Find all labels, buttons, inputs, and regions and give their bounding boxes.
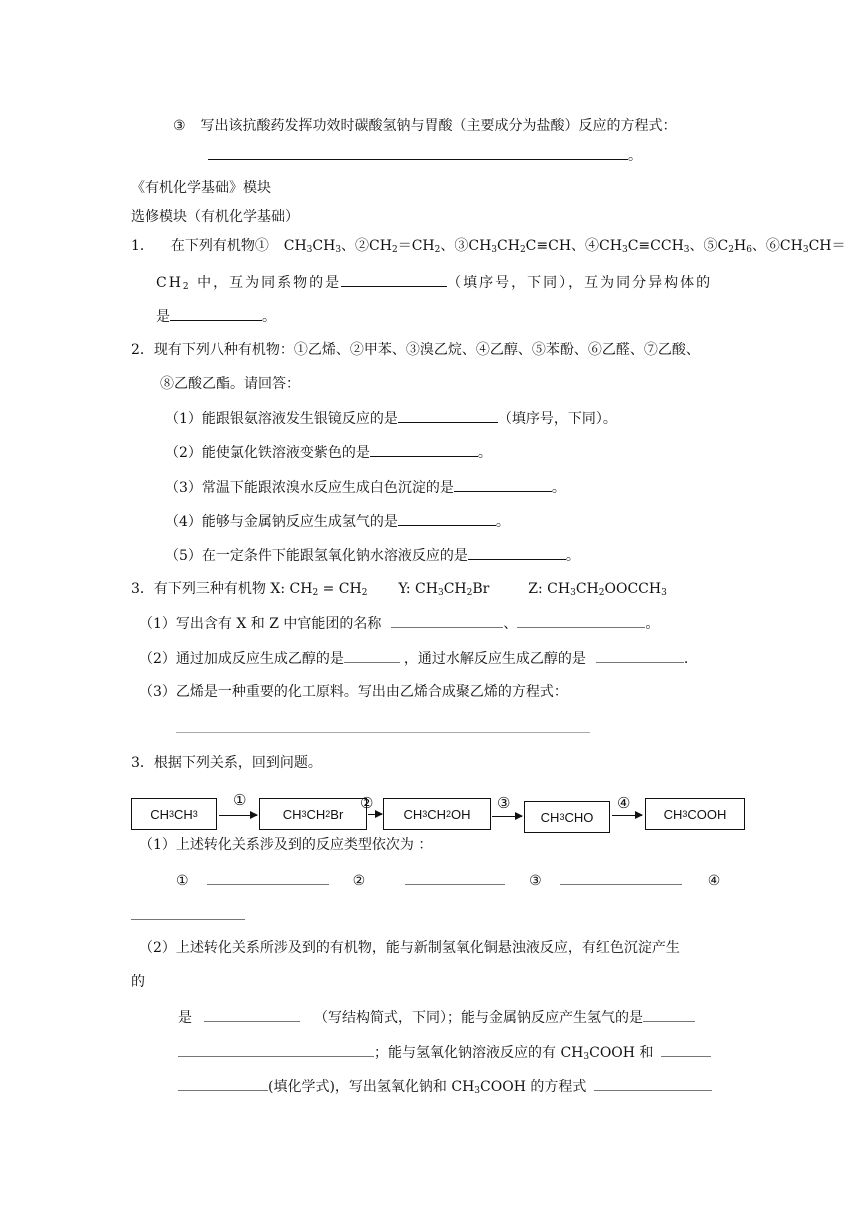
answer-blank-wrap[interactable] — [131, 919, 245, 920]
arrow-1 — [219, 815, 257, 816]
molecule-3: $③CH_3CH_2C\equiv CH$ — [454, 238, 572, 255]
item-number: ③ — [173, 118, 186, 134]
answer-blank[interactable] — [344, 648, 400, 663]
question-number: 3． — [131, 581, 154, 597]
arrow-4 — [612, 815, 642, 816]
q2-sub2: （2）能使氯化铁溶液变紫色的是 。 — [165, 442, 492, 463]
step-1-label: ① — [233, 791, 247, 809]
answer-blank[interactable] — [596, 648, 684, 663]
answer-blank[interactable] — [560, 870, 682, 885]
answer-blank[interactable] — [207, 870, 329, 885]
module-title: 《有机化学基础》模块 — [131, 180, 271, 196]
module-subtitle: 选修模块（有机化学基础） — [131, 209, 299, 225]
isomer-blank[interactable] — [170, 306, 262, 321]
answer-blank[interactable] — [208, 145, 628, 160]
molecule-6: $⑥CH_3CH=$ — [765, 238, 846, 255]
q3b-sub1: （1）上述转化关系涉及到的反应类型依次为 ： — [139, 837, 433, 853]
compound-x: X: $CH_2 = CH_2$ — [270, 581, 368, 598]
answer-blank[interactable] — [468, 545, 566, 560]
arrow-2 — [368, 814, 382, 815]
item-text: 写出该抗酸药发挥功效时碳酸氢钠与胃酸（主要成分为盐酸）反应的方程式： — [200, 118, 677, 134]
q3b-sub2-line4: ；能与氢氧化钠溶液反应的有 $CH_3COOH$ 和 — [178, 1042, 711, 1067]
box-ethanol: CH 3 CH 2 OH — [383, 798, 491, 830]
answer-blank[interactable] — [370, 442, 478, 457]
answer-blank[interactable] — [391, 613, 503, 628]
arrow-3 — [492, 816, 522, 817]
q2-sub4: （4）能够与金属钠反应生成氢气的是 。 — [165, 511, 510, 532]
molecule-5: $⑤C_2H_6$ — [703, 238, 752, 255]
box-acetic-acid: CH 3 COOH — [645, 798, 745, 830]
compound-y: Y: $CH_3CH_2Br$ — [398, 581, 490, 598]
box-ethane: CH 3 CH 3 — [131, 798, 217, 830]
q3a-sub1: （1）写出含有 X 和 Z 中官能团的名称 、 。 — [139, 613, 659, 634]
answer-blank[interactable] — [454, 477, 552, 492]
q1-line2: $CH_2$ 中，互为同系物的是 （填序号，下同），互为同分异构体的 — [156, 272, 712, 297]
q2-line1: 2．现有下列八种有机物：①乙烯、②甲苯、③溴乙烷、④乙醇、⑤苯酚、⑥乙醛、⑦乙酸、 — [131, 342, 700, 358]
box-bromoethane: CH 3 CH 2 Br — [259, 798, 367, 830]
q1-line3: 是 。 — [156, 306, 276, 327]
q3-item-answer-line: 。 — [208, 145, 642, 166]
answer-blank[interactable] — [178, 1042, 374, 1057]
q2-sub5: （5）在一定条件下能跟氢氧化钠水溶液反应的是 。 — [165, 545, 580, 566]
q3b-sub2-line3: 是 （写结构简式，下同）；能与金属钠反应产生氢气的是 — [178, 1007, 695, 1028]
answer-blank[interactable] — [594, 1076, 712, 1091]
answer-blank[interactable] — [661, 1042, 711, 1057]
q2-sub1: （1）能跟银氨溶液发生银镜反应的是 （填序号，下同）。 — [165, 408, 617, 429]
q3a-sub2: （2）通过加成反应生成乙醇的是 ，通过水解反应生成乙醇的是 . — [139, 648, 688, 669]
box-acetaldehyde: CH 3 CHO — [524, 801, 610, 833]
question-number: 3． — [131, 755, 154, 771]
step-2-label: ② — [360, 794, 374, 812]
answer-blank[interactable] — [398, 511, 496, 526]
question-number: 1． — [131, 238, 154, 254]
compound-z: Z: $CH_3CH_2OOCCH_3$ — [528, 581, 667, 598]
step-4-label: ④ — [617, 794, 631, 812]
q1-line1: 1． 在下列有机物① $CH_3CH_3$、$②CH_2=CH_2$、$③CH_3CH_2C\equiv CH$、$④CH_3C\equiv CCH_3$、$⑤C_2H_6$、$⑥CH_3CH=$ — [131, 238, 846, 255]
answer-blank[interactable] — [204, 1007, 300, 1022]
homolog-blank[interactable] — [341, 272, 447, 287]
q3b-line1: 3．根据下列关系，回到问题。 — [131, 755, 322, 771]
q3b-sub2-line5: (填化学式)，写出氢氧化钠和 $CH_3COOH$ 的方程式 — [178, 1076, 712, 1101]
step-3-label: ③ — [497, 794, 511, 812]
molecule-1: $CH_3CH_3$ — [283, 238, 342, 255]
q2-line2: ⑧乙酸乙酯。请回答： — [160, 376, 300, 392]
answer-blank[interactable] — [517, 613, 645, 628]
answer-blank[interactable] — [178, 1076, 268, 1091]
q3a-line1: 3．有下列三种有机物 X: $CH_2 = CH_2$ Y: $CH_3CH_2Br$ Z: $CH_3CH_2OOCCH_3$ — [131, 581, 667, 598]
q3b-sub2-line2: 的 — [131, 974, 145, 990]
q2-sub3: （3）常温下能跟浓溴水反应生成白色沉淀的是 。 — [165, 477, 566, 498]
answer-blank[interactable] — [398, 408, 498, 423]
equation-answer-line[interactable] — [176, 732, 590, 733]
reaction-type-row: ① ② ③ ④ — [176, 870, 720, 891]
q3a-sub3: （3）乙烯是一种重要的化工原料。写出由乙烯合成聚乙烯的方程式： — [139, 684, 568, 700]
answer-blank[interactable] — [405, 870, 505, 885]
answer-blank[interactable] — [643, 1007, 695, 1022]
q3b-sub2-line1: （2）上述转化关系所涉及到的有机物，能与新制氢氧化铜悬浊液反应，有红色沉淀产生 — [139, 940, 680, 956]
q3-item-line — [173, 116, 676, 136]
molecule-4: $④CH_3C\equiv CCH_3$ — [585, 238, 690, 255]
question-number: 2． — [131, 342, 154, 358]
molecule-2: $②CH_2=CH_2$ — [355, 238, 441, 255]
